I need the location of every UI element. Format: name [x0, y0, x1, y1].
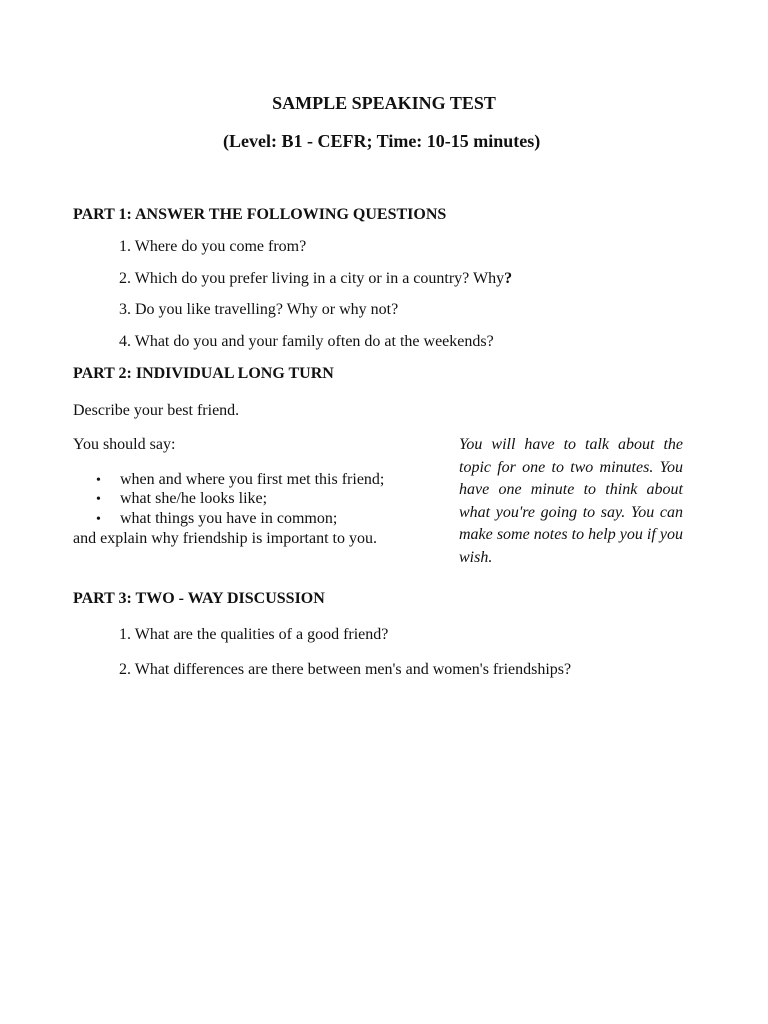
part2-prompt: Describe your best friend. [73, 402, 240, 419]
part2-bullet-text: what things you have in common; [120, 510, 338, 527]
part2-bullet-1 [96, 471, 384, 489]
part2-bullet-2 [96, 490, 267, 508]
part3-heading: PART 3: TWO - WAY DISCUSSION [73, 590, 325, 607]
part2-closing: and explain why friendship is important to you. [73, 530, 377, 547]
bullet-icon: • [96, 473, 101, 488]
page-subtitle: (Level: B1 - CEFR; Time: 10-15 minutes) [223, 131, 541, 151]
part1-question-2-mark: ? [504, 270, 513, 287]
part2-bullet-3 [96, 510, 337, 528]
part3-question-1: 1. What are the qualities of a good friend? [119, 626, 389, 643]
part3-question-2: 2. What differences are there between men's and women's friendships? [119, 661, 572, 678]
part1-question-2-text: 2. Which do you prefer living in a city or in a country? Why [119, 270, 505, 287]
part1-question-3: 3. Do you like travelling? Why or why not? [119, 301, 399, 318]
part2-intro: You should say: [73, 436, 176, 453]
part1-question-1: 1. Where do you come from? [119, 238, 307, 255]
part1-question-2 [119, 270, 512, 288]
part1-heading: PART 1: ANSWER THE FOLLOWING QUESTIONS [73, 206, 447, 223]
part2-side-note: You will have to talk about the topic for one to two minutes. You have one minute to think about what you're going to say. You can make some notes to help you if you wish. [459, 436, 683, 566]
part1-question-4: 4. What do you and your family often do at the weekends? [119, 333, 494, 350]
part2-bullet-text: when and where you first met this friend; [120, 471, 385, 488]
part2-bullet-text: what she/he looks like; [120, 490, 268, 507]
part2-heading: PART 2: INDIVIDUAL LONG TURN [73, 365, 334, 382]
page-title: SAMPLE SPEAKING TEST [272, 93, 496, 113]
bullet-icon: • [96, 512, 101, 527]
bullet-icon: • [96, 492, 101, 507]
